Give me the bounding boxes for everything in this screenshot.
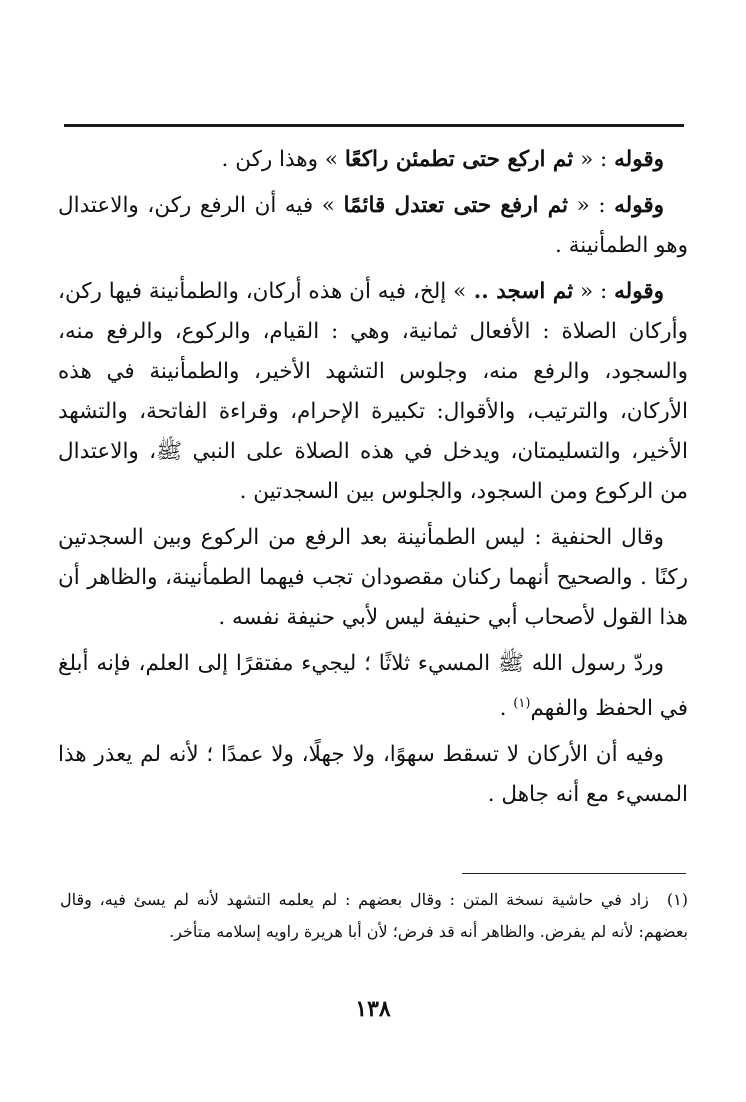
- paragraph-1: [58, 140, 688, 180]
- quote-open: : «: [573, 147, 615, 172]
- paragraph-text: » وهذا ركن .: [221, 147, 345, 172]
- paragraph-text: » إلخ، فيه أن هذه أركان، والطمأنينة فيها ركن، وأركان الصلاة : الأفعال ثمانية، وهي : القيام، والركوع، والرفع منه، والسجود، والرفع منه، وجلوس التشهد الأخير، والطمأنينة في هذه الأركان، والترتيب، والأقوال: تكبيرة الإحرام، وقراءة الفاتحة، والتشهد الأخير، والتسليمتان، ويدخل في هذه الصلاة على النبي ﷺ، والاعتدال من الركوع ومن السجود، والجلوس بين السجدتين .: [58, 279, 688, 504]
- paragraph-text: » فيه أن الرفع ركن، والاعتدال وهو الطمأنينة .: [58, 193, 688, 258]
- footnote-marker: (١): [666, 890, 688, 909]
- lead-word: وقوله: [614, 279, 664, 304]
- footnote: [60, 884, 688, 948]
- lead-word: وقوله: [614, 193, 664, 218]
- paragraph-text: وفيه أن الأركان لا تسقط سهوًا، ولا جهلًا، ولا عمدًا ؛ لأنه لم يعذر هذا المسيء مع أنه جاهل .: [58, 742, 688, 808]
- paragraph-4: [58, 518, 688, 638]
- paragraph-6: [58, 735, 688, 815]
- paragraph-text: وقال الحنفية : ليس الطمأنينة بعد الرفع من الركوع وبين السجدتين ركنًا . والصحيح أنهما ركنان مقصودان تجب فيهما الطمأنينة، والظاهر أن هذا القول لأصحاب أبي حنيفة ليس لأبي حنيفة نفسه .: [58, 525, 688, 630]
- hadith-quote: ثم ارفع حتى تعتدل قائمًا: [343, 193, 569, 218]
- paragraph-3: [58, 272, 688, 512]
- page-number: ١٣٨: [355, 996, 391, 1022]
- main-text: [58, 140, 688, 815]
- paragraph-end: .: [499, 696, 514, 722]
- header-rule: [64, 124, 684, 127]
- quote-open: : «: [568, 193, 615, 218]
- quote-open: : «: [573, 279, 615, 304]
- lead-word: وقوله: [614, 147, 664, 172]
- footnote-text: زاد في حاشية نسخة المتن : وقال بعضهم : لم يعلمه التشهد لأنه لم يسئ فيه، وقال بعضهم: لأنه لم يفرض. والظاهر أنه قد فرض؛ لأن أبا هريرة راويه إسلامه متأخر.: [60, 890, 688, 941]
- hadith-quote: ثم اركع حتى تطمئن راكعًا: [344, 147, 574, 172]
- footnote-reference[interactable]: (١): [513, 696, 531, 711]
- paragraph-5: [58, 644, 688, 729]
- paragraph-text: وردّ رسول الله ﷺ المسيء ثلاثًا ؛ ليجيء مفتقرًا إلى العلم، فإنه أبلغ في الحفظ والفهم: [58, 651, 688, 722]
- footnote-rule: [462, 873, 686, 874]
- paragraph-2: [58, 186, 688, 266]
- hadith-quote: ثم اسجد ..: [466, 279, 574, 304]
